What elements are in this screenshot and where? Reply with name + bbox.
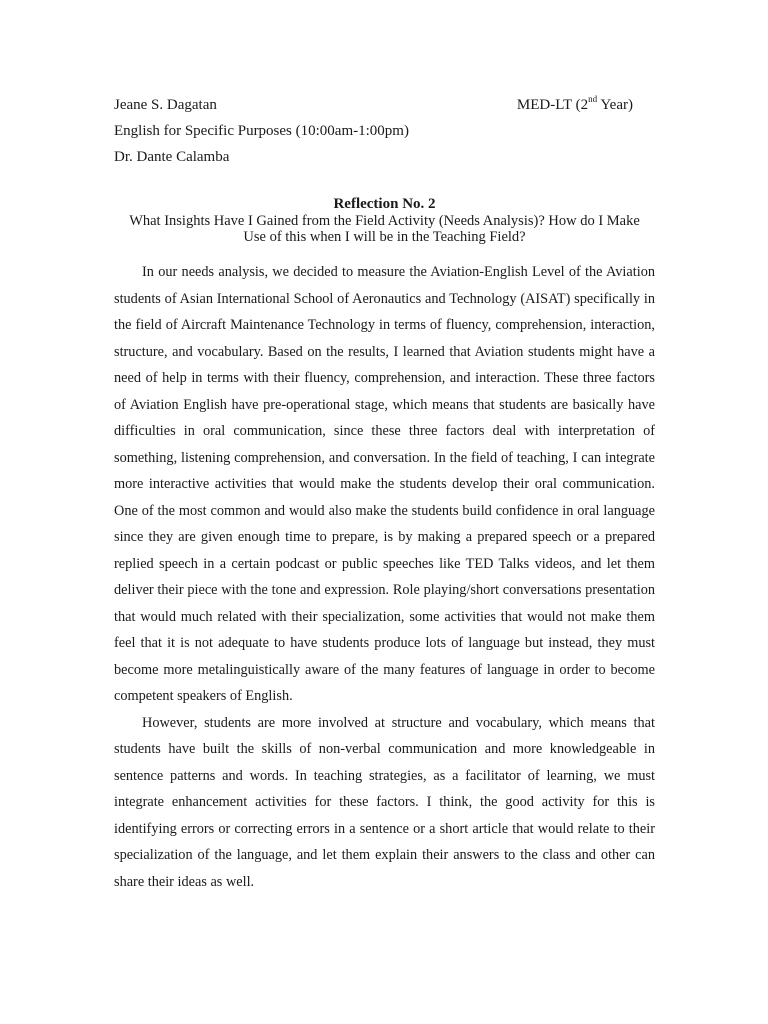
program-suffix: Year) — [597, 97, 633, 113]
paragraph: However, students are more involved at structure and vocabulary, which means that students have built the skills of non-verbal communication and more knowledgeable in sentence patterns and words. In teaching strategies, as a facilitator of learning, we must integrate enhancement activities for these factors. I think, the good activity for this is identifying errors or correcting errors in a sentence or a short article that would relate to their specialization of the language, and let them explain their answers to the class and other can share their ideas as well. — [114, 714, 655, 890]
program-prefix: MED-LT (2 — [516, 97, 589, 113]
program-superscript: nd — [588, 94, 598, 104]
course-name: English for Specific Purposes (10:00am-1:00pm) — [114, 123, 409, 139]
paragraph: In our needs analysis, we decided to measure the Aviation-English Level of the Aviation students of Asian International School of Aeronautics and Technology (AISAT) specifically in the field of Aircraft Maintenance Technology in terms of fluency, comprehension, interaction, structure, and vocabulary. Based on the results, I learned that Aviation students might have a need of help in terms with their fluency, comprehension, and interaction. These three factors of Aviation English have pre-operational stage, which means that students are basically have difficulties in oral communication, since these three factors deal with interpretation of something, listening comprehension, and conversation. In the field of teaching, I can integrate more interactive activities that would make the students develop their oral communication. One of the most common and would also make the students build confidence in oral language since they are given enough time to prepare, is by making a prepared speech or a prepared replied speech in a certain podcast or public speeches like TED Talks videos, and let them deliver their piece with the tone and expression. Role playing/short conversations presentation that would much related with their specialization, some activities that would not make them feel that it is not adequate to have students produce lots of language but instead, they must become more metalinguistically aware of the many features of language in order to become competent speakers of English. — [114, 264, 655, 704]
document-title: Reflection No. 2 — [333, 196, 436, 212]
author-name: Jeane S. Dagatan — [114, 97, 217, 113]
header-row — [114, 92, 655, 118]
document-subtitle: What Insights Have I Gained from the Field Activity (Needs Analysis)? How do I Make Use of this when I will be in the Teaching Field? — [129, 213, 640, 245]
instructor-name: Dr. Dante Calamba — [114, 149, 230, 165]
document-body — [114, 259, 655, 895]
program-level — [517, 92, 633, 118]
